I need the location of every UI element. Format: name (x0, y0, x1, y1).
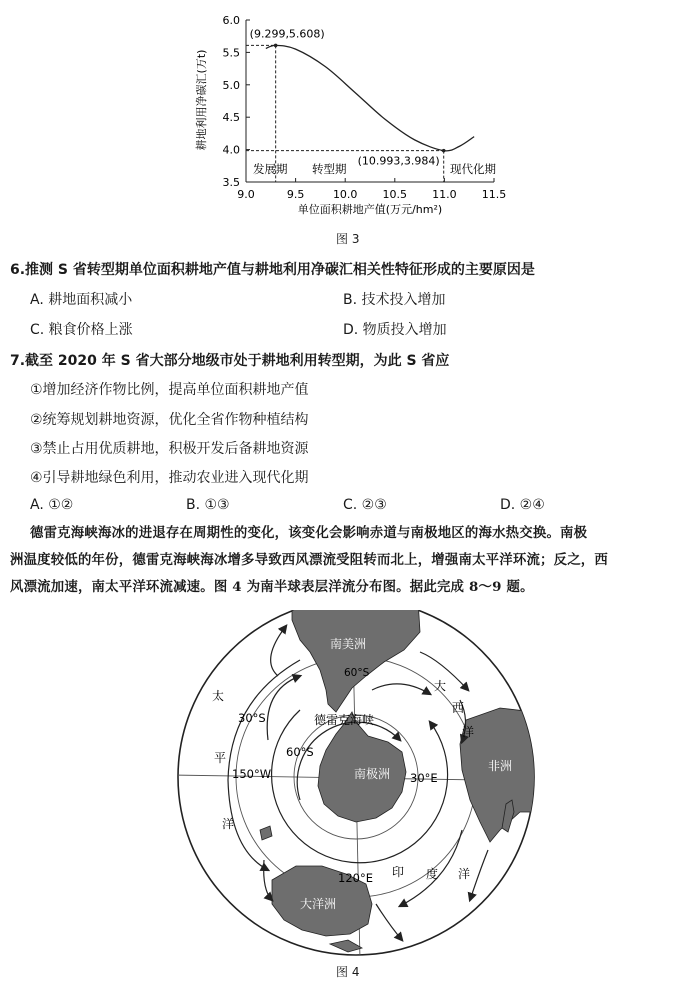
q7-option-b[interactable]: B. ①③ (186, 497, 230, 513)
min-point-marker (442, 149, 446, 153)
q7-item-2: ②统筹规划耕地资源，优化全省作物种植结构 (30, 412, 309, 428)
label-indian-1: 印 (392, 865, 405, 879)
label-australia: 大洋洲 (299, 897, 337, 911)
phase-modern: 现代化期 (450, 162, 496, 176)
q6-option-a[interactable]: A. 耕地面积减小 (30, 292, 133, 308)
q7-option-c[interactable]: C. ②③ (343, 497, 387, 513)
label-atlantic-2: 西 (452, 701, 465, 715)
label-indian-3: 洋 (458, 867, 471, 881)
q6-option-d[interactable]: D. 物质投入增加 (343, 322, 447, 338)
label-indian-2: 度 (426, 867, 439, 881)
figure-4-map (0, 610, 693, 960)
min-point-label: (10.993,3.984) (357, 154, 440, 168)
x-tick-label: 10.0 (332, 188, 358, 201)
passage-line-1: 德雷克海峡海冰的进退存在周期性的变化，该变化会影响赤道与南极地区的海水热交换。南极 (30, 525, 588, 541)
passage-line-3: 风漂流加速，南太平洋环流减速。图 4 为南半球表层洋流分布图。据此完成 8～9 题。 (10, 579, 534, 595)
max-point-marker (274, 44, 278, 48)
q7-item-3: ③禁止占用优质耕地，积极开发后备耕地资源 (30, 441, 309, 457)
x-tick-label: 10.5 (382, 188, 408, 201)
q7-option-a[interactable]: A. ①② (30, 497, 74, 513)
label-south-america: 南美洲 (329, 637, 367, 651)
q6-option-c[interactable]: C. 粮食价格上涨 (30, 322, 133, 338)
y-tick-label: 4.5 (222, 111, 240, 125)
label-atlantic-1: 大 (434, 679, 447, 693)
y-tick-label: 5.5 (222, 46, 240, 60)
label-drake-passage: 德雷克海峡 (314, 713, 375, 727)
y-tick-label: 6.0 (222, 14, 240, 27)
q7-option-d[interactable]: D. ②④ (500, 497, 545, 513)
x-tick-label: 9.5 (286, 188, 305, 201)
y-tick-label: 5.0 (222, 78, 240, 92)
figure-3-chart (0, 0, 693, 250)
figure-4-caption: 图 4 (336, 965, 360, 979)
label-120e: 120°E (338, 871, 373, 885)
x-tick-label: 9.0 (237, 188, 255, 201)
passage-line-2: 洲温度较低的年份，德雷克海峡海冰增多导致西风漂流受阻转而北上，增强南太平洋环流；反之，西 (10, 552, 608, 568)
y-tick-label: 4.0 (222, 143, 240, 157)
carbon-sink-curve (266, 45, 474, 150)
phase-development: 发展期 (253, 162, 288, 176)
question-7-stem: 7.截至 2020 年 S 省大部分地级市处于耕地利用转型期，为此 S 省应 (10, 353, 450, 369)
label-30s: 30°S (238, 711, 266, 725)
x-tick-label: 11.0 (432, 188, 457, 201)
y-axis-label: 耕地利用净碳汇(万t) (195, 49, 208, 151)
label-30e: 30°E (410, 771, 438, 785)
label-60s-top: 60°S (344, 667, 370, 679)
max-point-label: (9.299,5.608) (249, 27, 325, 41)
label-pacific-1: 太 (212, 689, 225, 703)
label-60s: 60°S (286, 745, 314, 759)
y-tick-label: 3.5 (222, 176, 240, 189)
label-africa: 非洲 (487, 759, 513, 773)
q6-option-b[interactable]: B. 技术投入增加 (343, 292, 446, 308)
q7-item-4: ④引导耕地绿色利用，推动农业进入现代化期 (30, 470, 309, 486)
q7-item-1: ①增加经济作物比例，提高单位面积耕地产值 (30, 382, 309, 398)
question-6-stem: 6.推测 S 省转型期单位面积耕地产值与耕地利用净碳汇相关性特征形成的主要原因是 (10, 262, 535, 278)
phase-transition: 转型期 (312, 162, 347, 176)
x-axis-label: 单位面积耕地产值(万元/hm²) (297, 203, 443, 216)
x-tick-label: 11.5 (481, 188, 507, 201)
label-atlantic-3: 洋 (462, 725, 475, 739)
figure-3-caption: 图 3 (336, 232, 360, 246)
label-pacific-3: 洋 (222, 817, 235, 831)
label-pacific-2: 平 (214, 751, 227, 765)
label-150w: 150°W (232, 767, 272, 781)
label-antarctica: 南极洲 (353, 767, 391, 781)
